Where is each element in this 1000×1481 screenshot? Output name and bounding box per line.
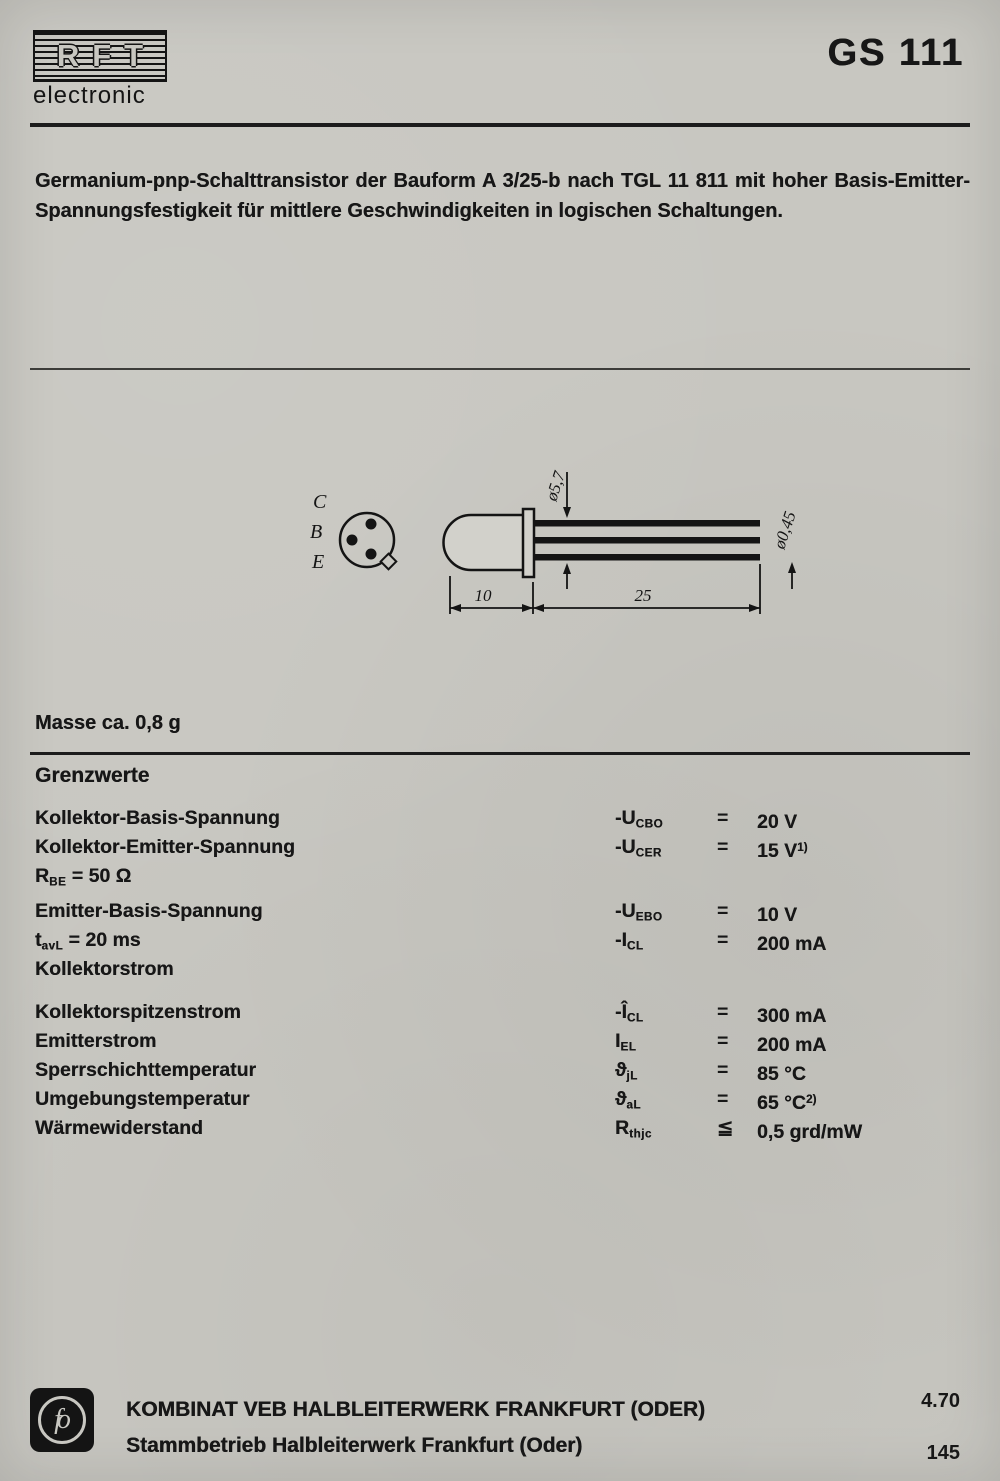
limits-table [35,804,970,1143]
limit-symbol-subscript: CBO [635,817,664,831]
limit-value-text: 20 V [757,810,798,833]
limit-symbol [615,926,717,955]
limit-param-subscript: avL [41,939,64,953]
limit-relation: = [717,1059,729,1081]
limit-row [35,955,970,984]
limit-symbol-main: -I [615,929,627,951]
limit-param [35,1027,615,1056]
limit-param [35,862,615,891]
limit-symbol-main: -U [615,807,636,829]
limit-value [757,1056,970,1085]
dim-body-length-label: 10 [474,586,492,605]
limit-relation [717,862,757,891]
limit-symbol-main: R [615,1117,630,1139]
limit-row [35,804,970,833]
limit-symbol [615,955,717,984]
limit-value-text: 200 mA [757,932,827,955]
key-notch [381,554,397,570]
limit-symbol [615,862,717,891]
pin-dot-c [366,519,377,530]
dim-lead-diameter-label: ø0,45 [769,508,800,552]
limit-param-subscript: BE [49,875,67,889]
limit-param-text: Emitterstrom [35,1030,157,1052]
limit-value [757,998,970,1027]
arrow-up-icon [563,563,571,574]
limit-param [35,998,615,1027]
dim-lead-length-label: 25 [634,586,652,605]
limit-relation: = [717,807,729,829]
limit-symbol-subscript: CER [635,846,662,860]
limit-param [35,804,615,833]
limit-symbol-main: ϑ [615,1088,627,1110]
limit-param [35,1056,615,1085]
limits-title: Grenzwerte [35,764,150,787]
limit-value [757,1027,970,1056]
limit-value-text: 200 mA [757,1033,827,1056]
limit-symbol [615,1027,717,1056]
limit-relation: = [717,1001,729,1023]
rft-logo-letters: RFT [56,38,157,73]
arrow-right-icon [749,604,760,612]
limit-param-text: Emitter-Basis-Spannung [35,900,263,922]
pin-label-c: C [313,491,327,513]
hfo-logo-monogram: fo [38,1396,86,1444]
limit-row [35,926,970,955]
arrow-left-icon [533,604,544,612]
description-text: Germanium-pnp-Schalttransistor der Bauform A 3/25-b nach TGL 11 811 mit hoher Basis-Emitter-Spannungsfestigkeit für mittlere Geschwindigkeiten in logischen Schaltungen. [35,170,970,222]
limit-value-text: 65 °C [757,1091,806,1114]
limit-value-footnote: 2) [806,1093,817,1106]
divider-description [30,368,970,370]
limit-symbol-main: ϑ [615,1059,627,1081]
divider-header [30,123,970,127]
limit-param [35,1085,615,1114]
footer-company-line2: Stammbetrieb Halbleiterwerk Frankfurt (Oder) [126,1434,583,1457]
limit-row [35,862,970,891]
limit-row [35,1085,970,1114]
limit-row [35,1056,970,1085]
rft-logo-subtext: electronic [33,82,146,109]
limit-symbol-main: -U [615,836,636,858]
limit-value-text: 85 °C [757,1062,806,1085]
limit-relation: = [717,900,729,922]
limit-value-text: 10 V [757,903,798,926]
limit-symbol [615,1114,717,1143]
limit-symbol-subscript: EBO [635,910,663,924]
limit-param-text: Kollektorstrom [35,958,174,980]
limit-relation: = [717,929,729,951]
limit-symbol-subscript: thjc [629,1127,652,1141]
limit-value [757,897,970,926]
limit-symbol [615,998,717,1027]
footer-page-number: 145 [926,1442,960,1464]
pin-label-b: B [310,521,323,543]
arrow-left-icon [450,604,461,612]
limit-symbol [615,1085,717,1114]
package-drawing [295,430,860,650]
limit-value-text: 0,5 grd/mW [757,1120,863,1143]
limit-param-text: R [35,865,50,887]
arrow-up-icon [788,562,796,573]
limit-value [757,862,970,891]
limit-param [35,897,615,926]
package-drawing-svg [295,430,860,650]
limit-value [757,926,970,955]
limit-relation: = [717,836,729,858]
limit-symbol [615,833,717,862]
limit-param [35,926,615,955]
limit-param-suffix: = 20 ms [63,929,141,951]
dim-lengths [450,564,760,614]
limit-param-text: Kollektor-Basis-Spannung [35,807,280,829]
limit-value [757,955,970,984]
limit-value-footnote: 1) [797,841,808,854]
mass-note: Masse ca. 0,8 g [35,712,181,734]
limit-value [757,833,970,862]
limit-value [757,1085,970,1114]
limit-relation: = [717,1030,729,1052]
limit-value-text: 15 V [757,839,798,862]
limit-symbol-main: -Î [615,1001,627,1023]
limit-param-text: Kollektor-Emitter-Spannung [35,836,296,858]
limit-symbol [615,1056,717,1085]
limit-param [35,1114,615,1143]
pinout-bottom-view [340,513,396,569]
limit-symbol-main: -U [615,900,636,922]
limit-value [757,1114,970,1143]
limit-param [35,833,615,862]
limit-row [35,897,970,926]
arrow-down-icon [563,507,571,518]
limit-param [35,955,615,984]
limit-symbol-main: I [615,1030,621,1052]
package-side-view [444,509,761,577]
limit-param-suffix: = 50 Ω [66,865,132,887]
limit-param-text: Kollektorspitzenstrom [35,1001,241,1023]
limit-relation: ≦ [717,1117,734,1139]
limit-row [35,1027,970,1056]
footer-issue-date: 4.70 [921,1390,960,1412]
pin-dot-b [347,535,358,546]
lead-middle [534,537,760,544]
limit-row [35,833,970,862]
limit-param-text: Sperrschichttemperatur [35,1059,257,1081]
pin-dot-e [366,549,377,560]
lead-bottom [534,554,760,561]
divider-limits [30,752,970,755]
limit-symbol [615,804,717,833]
limit-symbol-subscript: CL [626,939,644,953]
limit-symbol-subscript: aL [626,1098,641,1112]
limit-relation [717,955,757,984]
limit-param-text: t [35,929,42,951]
rft-logo [33,30,167,82]
limit-value [757,804,970,833]
transistor-body [444,515,528,570]
limit-relation: = [717,1088,729,1110]
limit-symbol-subscript: CL [626,1011,644,1025]
limit-symbol [615,897,717,926]
lead-top [534,520,760,527]
pin-label-e: E [312,551,325,573]
footer-company-line1: KOMBINAT VEB HALBLEITERWERK FRANKFURT (ODER) [126,1398,706,1421]
limit-row [35,1114,970,1143]
limit-symbol-subscript: EL [620,1040,637,1054]
part-number: GS 111 [827,32,964,74]
flange [523,509,534,577]
limit-param-text: Umgebungstemperatur [35,1088,250,1110]
dim-body-diameter-label: ø5,7 [541,469,569,504]
limit-symbol-subscript: jL [626,1069,638,1083]
limit-row [35,998,970,1027]
limit-param-text: Wärmewiderstand [35,1117,203,1139]
limit-value-text: 300 mA [757,1004,827,1027]
hfo-logo [30,1388,94,1452]
arrow-right-icon [522,604,533,612]
